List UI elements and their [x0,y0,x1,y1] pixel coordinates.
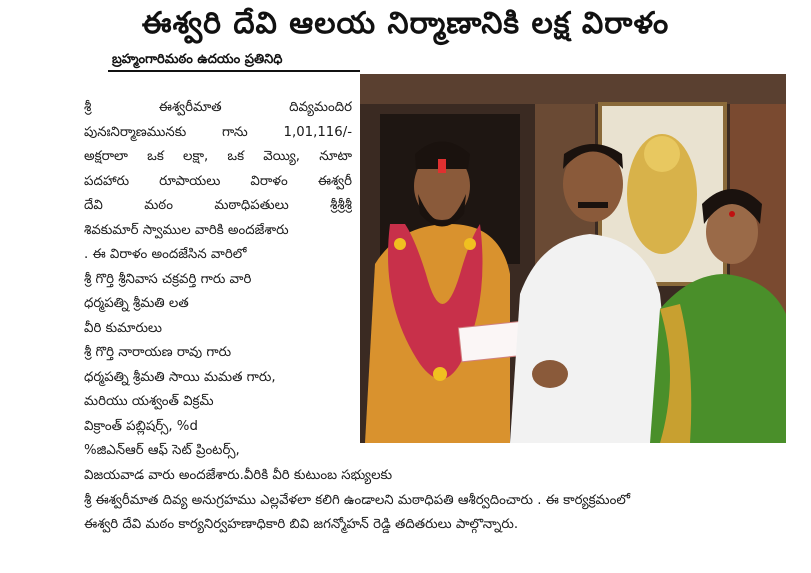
moustache [578,202,608,208]
column-line: శ్రీ గొర్తి శ్రీనివాస చక్రవర్తి గారు వారి [84,271,252,287]
column-line: శ్రీ ఈశ్వరీమాత దివ్యమందిర [84,100,352,115]
wide-line: ఈశ్వరి దేవి మఠం కార్యనిర్వహణాధికారి బివి జగన్మోహన్ రెడ్డి తదితరులు పాల్గొన్నారు. [84,517,519,532]
headline: ఈశ్వరి దేవి ఆలయ నిర్మాణానికి లక్ష విరాళం [141,6,670,41]
wide-line: శ్రీ ఈశ్వరీమాత దివ్య అనుగ్రహము ఎల్లవేళలా కలిగి ఉండాలని మఠాధిపతి ఆశీర్వదించారు . ఈ కార్యక్రమంలో [84,492,631,508]
column-line: పునఃనిర్మాణమునకు గాను 1,01,116/- [84,124,352,140]
article-column [84,96,352,464]
column-line: అక్షరాలా ఒక లక్షా, ఒక వెయ్యి, నూటా [84,149,352,164]
tilak-mark [438,159,446,173]
column-line: ధర్మపత్ని శ్రీమతి సాయి మమత గారు, [84,369,276,385]
column-line: శివకుమార్ స్వాముల వారికి అందజేశారు [84,222,289,238]
news-photo-illustration [360,74,786,443]
news-photo [360,74,786,443]
bindi-mark [729,211,735,217]
article-continuation [84,464,794,538]
man-hands [532,360,568,388]
column-line: . ఈ విరాళం అందజేసిన వారిలో [84,247,247,262]
column-line: శ్రీ గొర్తి నారాయణ రావు గారు [84,345,232,360]
column-line: పదహారు రూపాయలు విరాళం ఈశ్వరీ [84,173,352,189]
column-line: %జిఎన్ఆర్ ఆఫ్ సెట్ ప్రింటర్స్, [84,443,240,458]
column-line: దేవి మఠం మఠాధిపతులు శ్రీశ్రీశ్రీ [84,198,352,213]
column-line: విక్రాంత్ పబ్లిషర్స్, %d [84,418,198,434]
column-line: మరియు యశ్వంత్ విక్రమ్ [84,394,214,409]
garland-flower [394,238,406,250]
garland-flower [433,367,447,381]
garland-flower [464,238,476,250]
byline: బ్రహ్మంగారిమఠం ఉదయం ప్రతినిధి [112,52,283,67]
byline-underline [108,70,360,72]
column-line: ధర్మపత్ని శ్రీమతి లత [84,296,189,311]
deity-crown-icon [644,136,680,172]
wide-line: విజయవాడ వారు అందజేశారు.వీరికి వీరి కుటుంబ సభ్యులకు [84,468,393,483]
ceiling-beam [360,74,786,104]
column-line: వీరి కుమారులు [84,320,162,336]
